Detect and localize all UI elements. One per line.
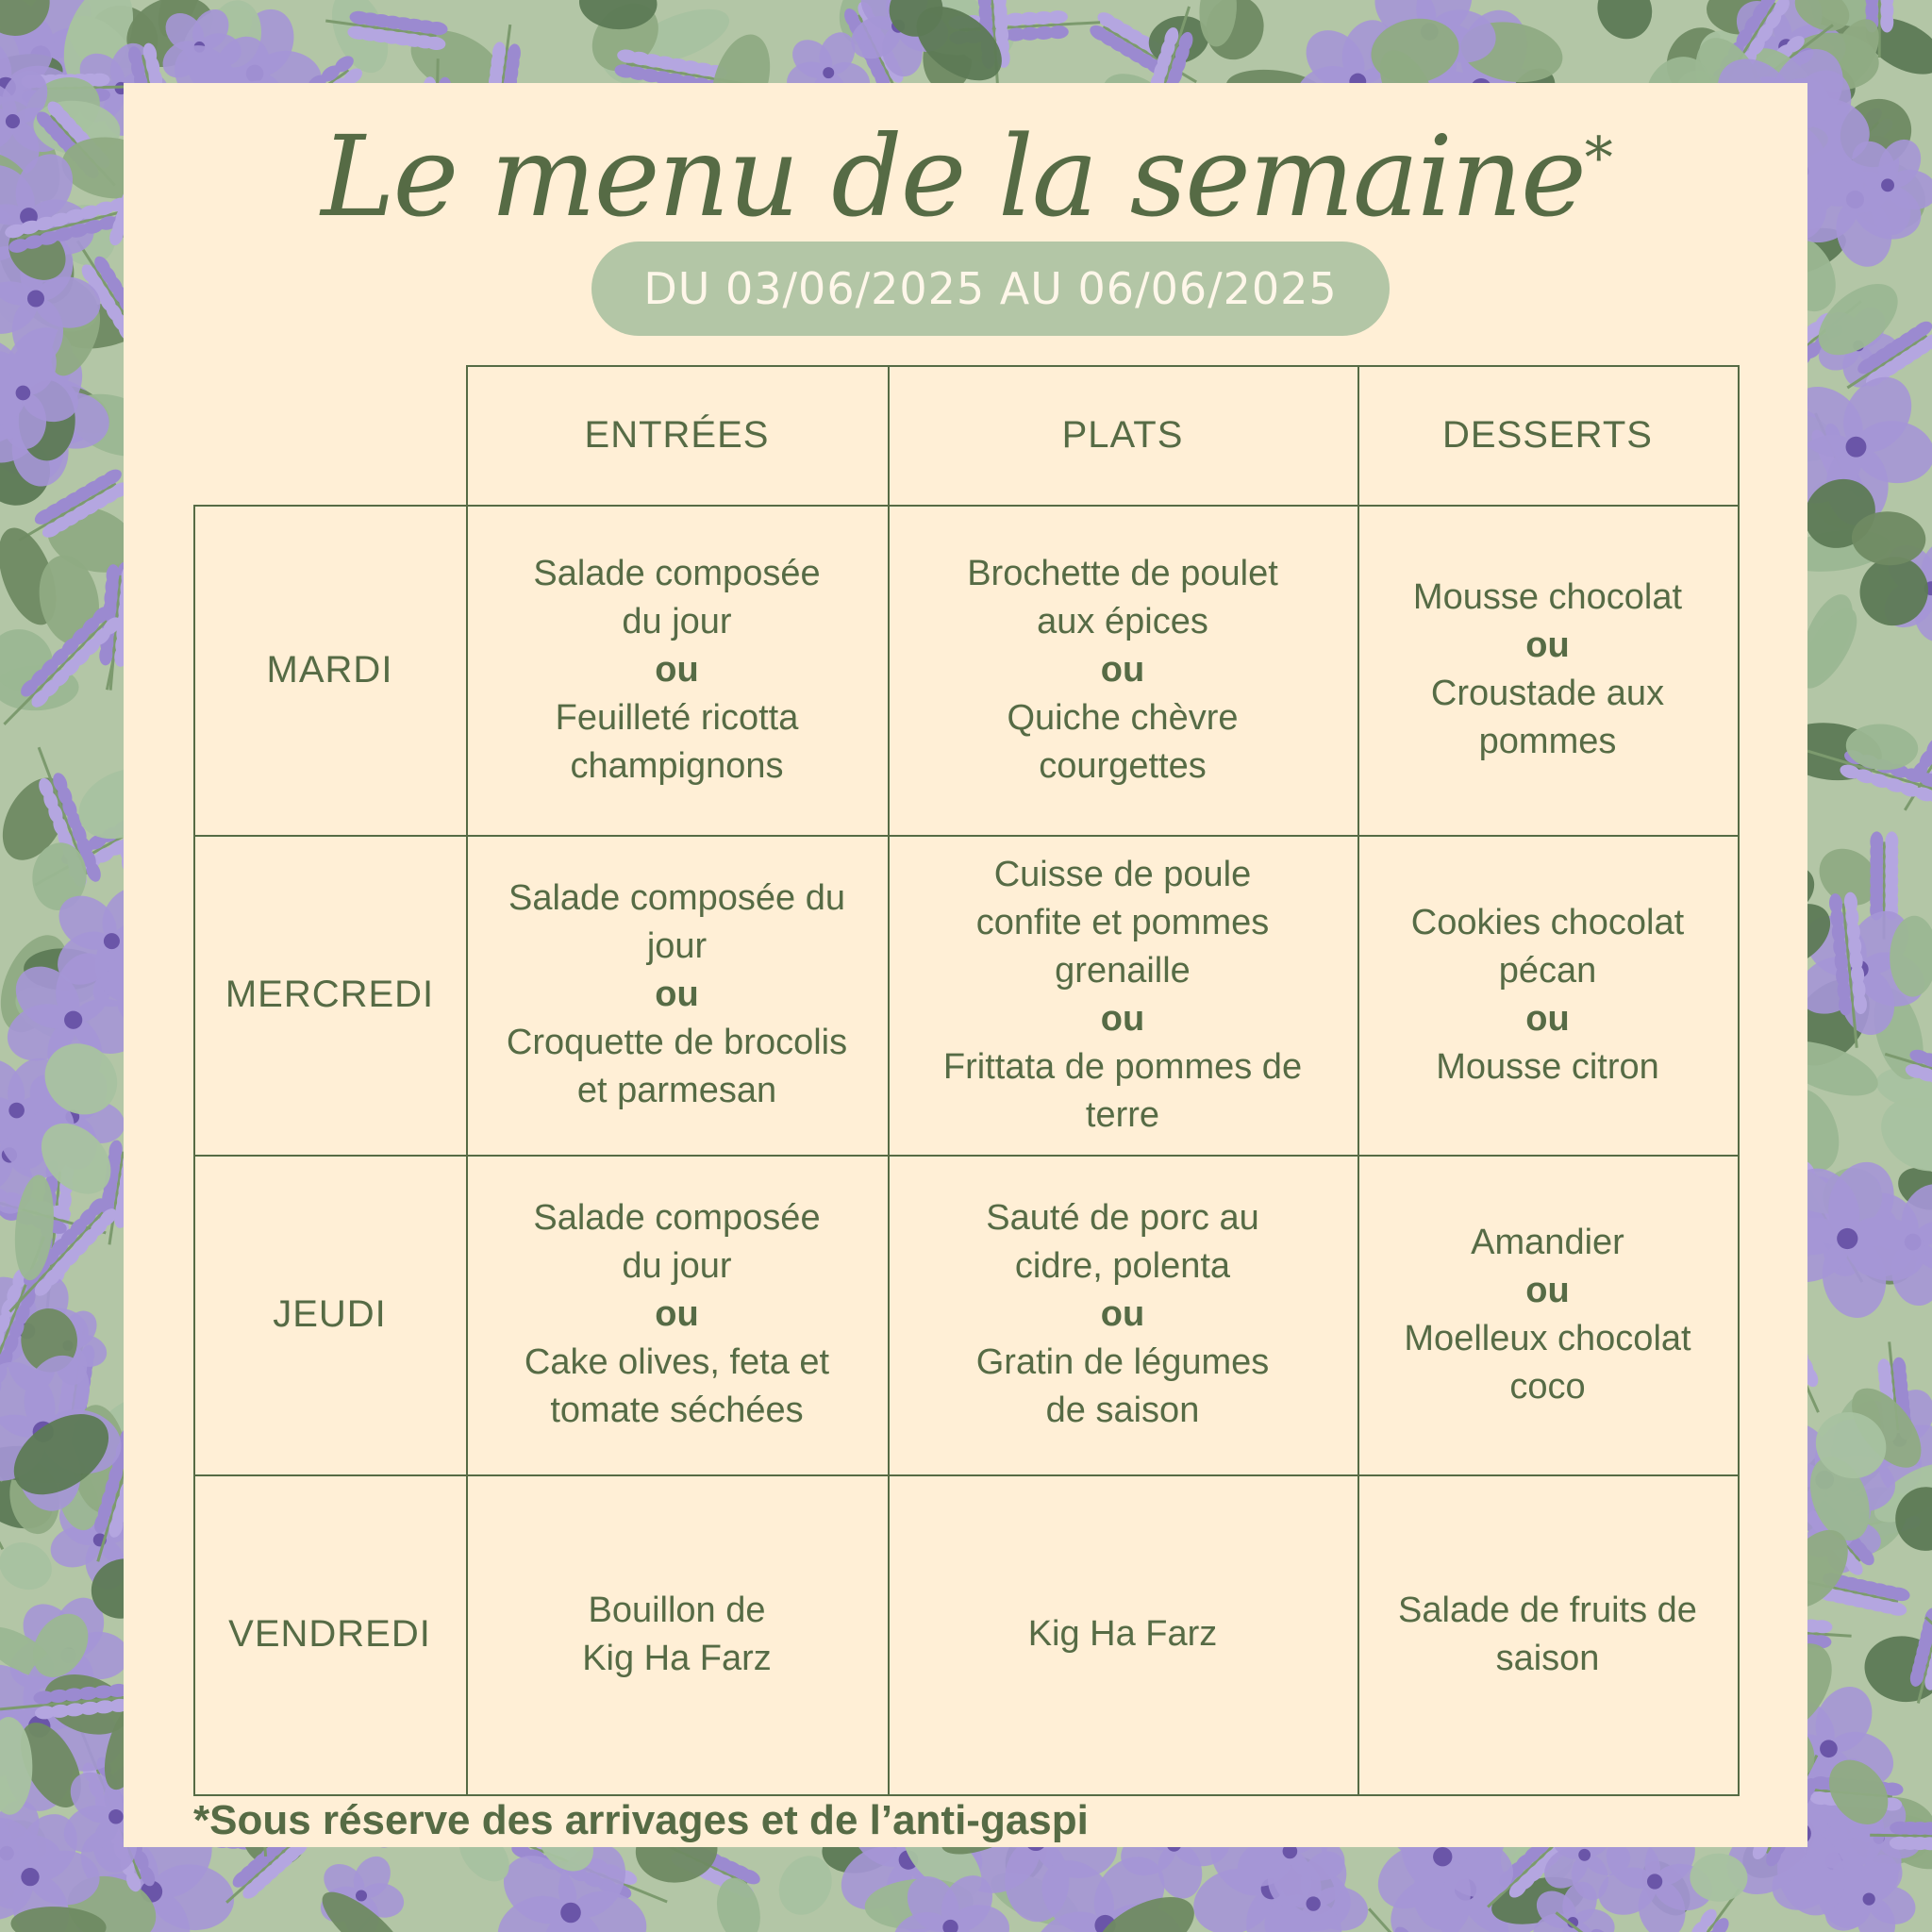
- menu-item-lines: [976, 1194, 1270, 1435]
- dish-line: Salade composée: [533, 1198, 821, 1238]
- dish-line: Cake olives, feta et: [524, 1342, 830, 1382]
- dish-line: saison: [1495, 1638, 1600, 1678]
- menu-cell-entree: [466, 835, 888, 1155]
- dish-line: Salade composée: [533, 553, 821, 593]
- menu-cell-plat: [888, 1474, 1357, 1794]
- dish-line: champignons: [570, 745, 784, 786]
- page-title: Le menu de la semaine*: [321, 111, 1611, 242]
- dish-line: courgettes: [1039, 745, 1207, 786]
- menu-cell-plat: [888, 505, 1357, 835]
- dish-line: Mousse citron: [1436, 1046, 1659, 1087]
- dish-line: Kig Ha Farz: [582, 1638, 772, 1678]
- menu-cell-dessert: [1357, 835, 1738, 1155]
- dish-line: jour: [646, 926, 708, 966]
- dish-line: Bouillon de: [588, 1590, 766, 1630]
- menu-item-lines: [1404, 1219, 1690, 1411]
- menu-cell-dessert: [1357, 1155, 1738, 1474]
- dish-line: Croquette de brocolis: [506, 1023, 848, 1062]
- dish-line: Cuisse de poule: [993, 854, 1252, 894]
- menu-item-lines: [967, 550, 1278, 791]
- header-label: PLATS: [1061, 413, 1184, 456]
- dish-line: pommes: [1478, 722, 1617, 761]
- dish-line: du jour: [622, 1246, 732, 1286]
- menu-cell-entree: [466, 505, 888, 835]
- dish-line: terre: [1085, 1094, 1160, 1135]
- menu-item-lines: [1398, 1587, 1697, 1683]
- or-separator: ou: [655, 649, 699, 690]
- dish-line: et parmesan: [576, 1071, 777, 1110]
- dish-line: grenaille: [1055, 950, 1191, 991]
- header-entrees: [466, 365, 888, 505]
- dish-line: Amandier: [1471, 1222, 1624, 1262]
- menu-item-lines: [1411, 899, 1684, 1091]
- dish-line: Salade de fruits de: [1398, 1590, 1697, 1630]
- dish-line: Gratin de légumes: [975, 1342, 1270, 1382]
- or-separator: ou: [1525, 625, 1570, 665]
- day-label-mardi: [193, 505, 466, 835]
- dish-line: coco: [1509, 1366, 1586, 1407]
- or-separator: ou: [1100, 649, 1145, 690]
- menu-cell-dessert: [1357, 1474, 1738, 1794]
- header-label: DESSERTS: [1442, 413, 1653, 456]
- or-separator: ou: [1100, 1294, 1145, 1334]
- menu-cell-dessert: [1357, 505, 1738, 835]
- dish-line: de saison: [1045, 1391, 1200, 1430]
- or-separator: ou: [655, 974, 699, 1014]
- dish-line: Frittata de pommes de: [942, 1046, 1303, 1087]
- dish-line: cidre, polenta: [1014, 1246, 1231, 1286]
- dish-line: Croustade aux: [1430, 674, 1665, 713]
- menu-cell-plat: [888, 1155, 1357, 1474]
- footnote: *Sous réserve des arrivages et de l’anti-gaspi: [193, 1797, 1089, 1843]
- header-desserts: [1357, 365, 1738, 505]
- day-label-jeudi: [193, 1155, 466, 1474]
- menu-cell-entree: [466, 1155, 888, 1474]
- dish-line: Brochette de poulet: [967, 553, 1278, 593]
- dish-line: du jour: [622, 601, 732, 641]
- day-name: MARDI: [266, 648, 393, 691]
- menu-item-lines: [582, 1587, 772, 1683]
- date-range-badge: DU 03/06/2025 AU 06/06/2025: [591, 242, 1390, 336]
- dish-line: aux épices: [1037, 601, 1208, 641]
- table-rule: [1738, 365, 1740, 1796]
- or-separator: ou: [1100, 998, 1145, 1039]
- menu-item-lines: [1028, 1610, 1218, 1658]
- menu-item-lines: [1413, 574, 1682, 766]
- day-name: VENDREDI: [228, 1613, 431, 1655]
- day-label-vendredi: [193, 1474, 466, 1794]
- dish-line: Feuilleté ricotta: [555, 697, 799, 738]
- or-separator: ou: [1525, 1270, 1570, 1310]
- day-name: JEUDI: [273, 1293, 387, 1335]
- header-plats: [888, 365, 1357, 505]
- header-label: ENTRÉES: [584, 413, 770, 456]
- menu-cell-plat: [888, 835, 1357, 1155]
- dish-line: pécan: [1498, 950, 1597, 991]
- dish-line: confite et pommes: [975, 902, 1270, 942]
- dish-line: Cookies chocolat: [1410, 902, 1685, 942]
- dish-line: tomate séchées: [550, 1391, 804, 1430]
- day-name: MERCREDI: [225, 974, 435, 1015]
- table-rule: [193, 1794, 1738, 1796]
- dish-line: Mousse chocolat: [1412, 577, 1683, 617]
- dish-line: Quiche chèvre: [1007, 697, 1239, 738]
- dish-line: Salade composée du: [508, 878, 846, 918]
- dish-line: Sauté de porc au: [986, 1198, 1259, 1238]
- day-label-mercredi: [193, 835, 466, 1155]
- menu-item-lines: [525, 1194, 829, 1435]
- dish-line: Kig Ha Farz: [1027, 1614, 1218, 1654]
- menu-item-lines: [507, 874, 847, 1115]
- menu-cell-entree: [466, 1474, 888, 1794]
- or-separator: ou: [1525, 998, 1570, 1039]
- menu-item-lines: [533, 550, 820, 791]
- or-separator: ou: [655, 1294, 699, 1334]
- menu-item-lines: [943, 851, 1302, 1140]
- dish-line: Moelleux chocolat: [1404, 1318, 1691, 1358]
